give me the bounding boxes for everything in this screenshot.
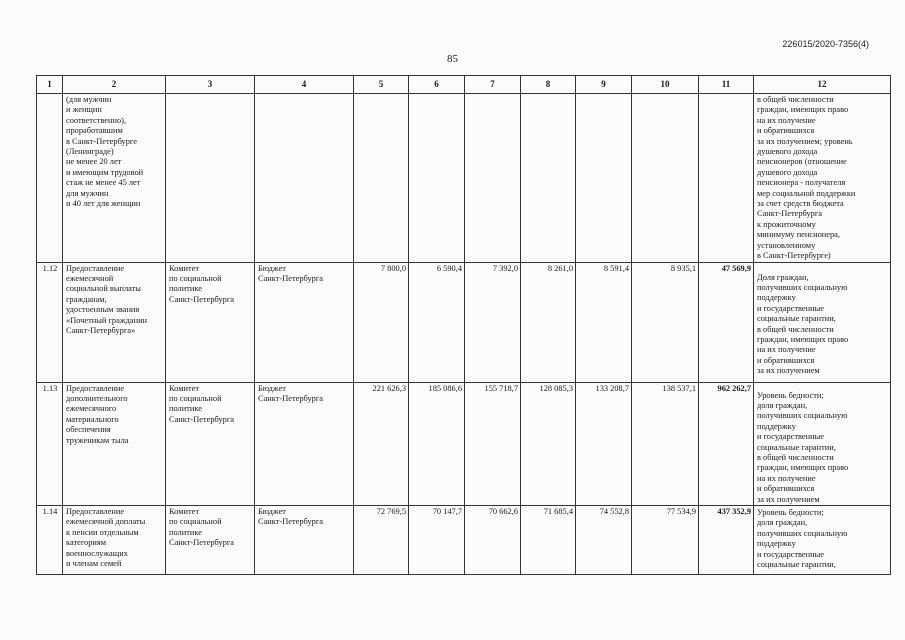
value-col8: 8 261,0 — [521, 262, 576, 382]
column-header: 4 — [255, 76, 354, 94]
row-number: 1.12 — [37, 262, 63, 382]
column-header: 12 — [754, 76, 891, 94]
value-col7: 155 718,7 — [465, 382, 521, 505]
value-col8: 128 085,3 — [521, 382, 576, 505]
indicator: Уровень бедности; доля граждан, получивших социальную поддержку и государственные социальные гарантии, — [754, 505, 891, 574]
value-col5: 72 769,5 — [354, 505, 409, 574]
value-col9: 133 208,7 — [576, 382, 632, 505]
value-col7: 70 662,6 — [465, 505, 521, 574]
table-row — [37, 505, 891, 574]
executor: Комитет по социальной политике Санкт-Петербурга — [166, 262, 255, 382]
column-header: 11 — [699, 76, 754, 94]
executor: Комитет по социальной политике Санкт-Петербурга — [166, 382, 255, 505]
value-total: 962 262,7 — [699, 382, 754, 505]
value-col6 — [409, 94, 465, 263]
value-col5 — [354, 94, 409, 263]
measure-description: Предоставление дополнительного ежемесячного материального обеспечения труженикам тыла — [63, 382, 166, 505]
column-header: 10 — [632, 76, 699, 94]
value-total: 437 352,9 — [699, 505, 754, 574]
executor: Комитет по социальной политике Санкт-Петербурга — [166, 505, 255, 574]
value-col10: 8 935,1 — [632, 262, 699, 382]
row-number: 1.14 — [37, 505, 63, 574]
value-col10: 77 534,9 — [632, 505, 699, 574]
indicator: в общей численности граждан, имеющих право на их получение и обратившихся за их получением; уровень душевого дохода пенсионеров (отношение душевого дохода пенсионера - получателя мер социальной поддержки за счет средств бюджета Санкт-Петербурга к прожиточному минимуму пенсионера, установленному в Санкт-Петербурге) — [754, 94, 891, 263]
measure-description: Предоставление ежемесячной социальной выплаты гражданам, удостоенным звания «Почетный гражданин Санкт-Петербурга» — [63, 262, 166, 382]
value-col9: 8 591,4 — [576, 262, 632, 382]
indicator: Доля граждан, получивших социальную поддержку и государственные социальные гарантии, в общей численности граждан, имеющих право на их получение и обратившихся за их получением — [754, 262, 891, 382]
column-header: 5 — [354, 76, 409, 94]
indicator: Уровень бедности; доля граждан, получивших социальную поддержку и государственные социальные гарантии, в общей численности граждан, имеющих право на их получение и обратившихся за их получением — [754, 382, 891, 505]
value-col9: 74 552,8 — [576, 505, 632, 574]
table-row — [37, 262, 891, 382]
column-header: 7 — [465, 76, 521, 94]
funding-source: Бюджет Санкт-Петербурга — [255, 505, 354, 574]
value-col5: 221 626,3 — [354, 382, 409, 505]
measure-description: (для мужчин и женщин соответственно), проработавшим в Санкт-Петербурге (Ленинграде) не менее 20 лет и имеющим трудовой стаж не менее 45 лет для мужчин и 40 лет для женщин — [63, 94, 166, 263]
funding-source: Бюджет Санкт-Петербурга — [255, 262, 354, 382]
value-col6: 6 590,4 — [409, 262, 465, 382]
funding-source: Бюджет Санкт-Петербурга — [255, 382, 354, 505]
measure-description: Предоставление ежемесячной доплаты к пенсии отдельным категориям военнослужащих и членам семей — [63, 505, 166, 574]
value-col6: 70 147,7 — [409, 505, 465, 574]
value-col8: 71 685,4 — [521, 505, 576, 574]
value-total — [699, 94, 754, 263]
column-header: 1 — [37, 76, 63, 94]
row-number: 1.13 — [37, 382, 63, 505]
value-col9 — [576, 94, 632, 263]
value-col5: 7 800,0 — [354, 262, 409, 382]
value-total: 47 569,9 — [699, 262, 754, 382]
column-header: 6 — [409, 76, 465, 94]
column-header: 8 — [521, 76, 576, 94]
program-table — [36, 75, 891, 575]
funding-source — [255, 94, 354, 263]
value-col6: 185 086,6 — [409, 382, 465, 505]
value-col8 — [521, 94, 576, 263]
page-number: 85 — [447, 53, 458, 65]
column-header: 3 — [166, 76, 255, 94]
executor — [166, 94, 255, 263]
row-number — [37, 94, 63, 263]
column-header: 2 — [63, 76, 166, 94]
column-header: 9 — [576, 76, 632, 94]
value-col7: 7 392,0 — [465, 262, 521, 382]
header-row — [37, 76, 891, 94]
value-col10 — [632, 94, 699, 263]
table-row — [37, 94, 891, 263]
value-col7 — [465, 94, 521, 263]
document-id: 226015/2020-7356(4) — [782, 39, 869, 49]
table-row — [37, 382, 891, 505]
value-col10: 138 537,1 — [632, 382, 699, 505]
